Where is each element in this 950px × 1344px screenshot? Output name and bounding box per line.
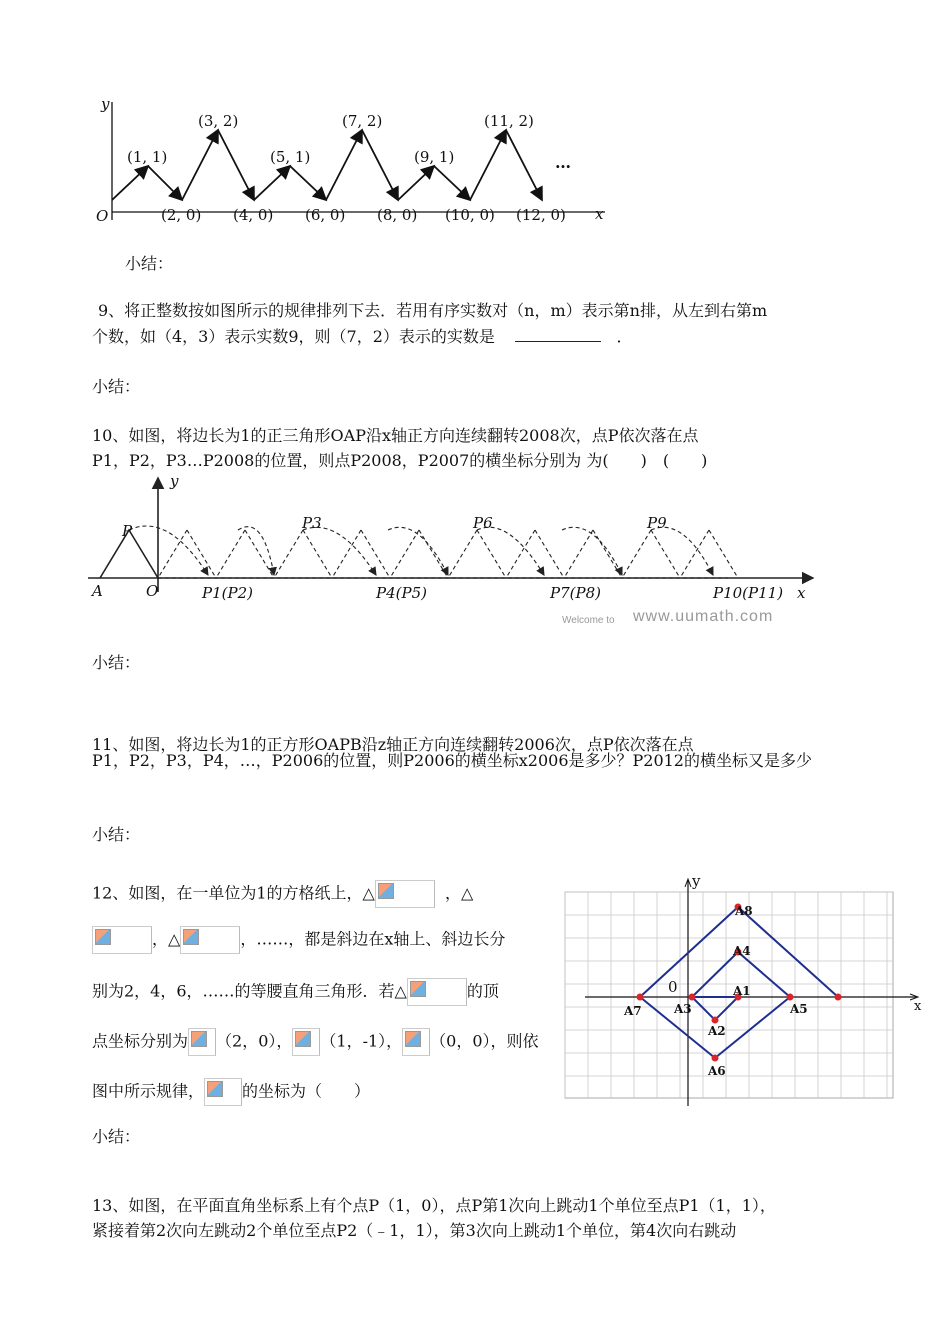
image-placeholder <box>180 926 240 954</box>
summary-label: 小结： <box>92 653 141 672</box>
summary-label: 小结： <box>125 254 174 273</box>
q12-line1: 12、如图，在一单位为1的方格纸上，△ ，△ <box>92 880 473 908</box>
fig1-bottom-label: (12, 0) <box>516 206 566 224</box>
summary-label: 小结： <box>92 377 141 396</box>
fig2-a-label: A <box>92 582 103 600</box>
image-placeholder <box>188 1028 216 1056</box>
fig1-bottom-label: (10, 0) <box>445 206 495 224</box>
fig2-p4p5-label: P4(P5) <box>376 584 427 602</box>
image-placeholder <box>402 1028 430 1056</box>
q12-line3: 别为2，4，6，……的等腰直角三角形．若△ 的顶 <box>92 978 499 1006</box>
fig3-a4-label: A4 <box>733 944 751 958</box>
q13-line1: 13、如图，在平面直角坐标系上有个点P（1，0），点P第1次向上跳动1个单位至点P1（1，1）， <box>92 1196 776 1215</box>
fig1-bottom-label: (4, 0) <box>233 206 274 224</box>
image-placeholder <box>407 978 467 1006</box>
fig3-a8-label: A8 <box>735 904 753 918</box>
fig3-a2-label: A2 <box>708 1024 726 1038</box>
q10-line2: P1，P2，P3…P2008的位置，则点P2008，P2007的横坐标分别为 为( ) ( ) <box>92 451 708 470</box>
fig1-peak-label: (11, 2) <box>484 112 534 130</box>
fig3-a7-label: A7 <box>624 1004 642 1018</box>
q9-line1: 9、将正整数按如图所示的规律排列下去．若用有序实数对（n，m）表示第n排，从左到右第m <box>98 301 768 320</box>
fig2-y-label: y <box>170 472 179 490</box>
image-placeholder <box>204 1078 242 1106</box>
q10-line1: 10、如图，将边长为1的正三角形OAP沿x轴正方向连续翻转2008次，点P依次落在点 <box>92 426 699 445</box>
fig1-bottom-label: (8, 0) <box>377 206 418 224</box>
summary-label: 小结： <box>92 1127 141 1146</box>
fig1-peak-label: (5, 1) <box>270 148 311 166</box>
q11-line2: P1，P2，P3，P4，…，P2006的位置，则P2006的横坐标x2006是多少？P2012的横坐标又是多少 <box>92 751 812 770</box>
fig1-y-label: y <box>101 95 110 113</box>
fig1-peak-label: (3, 2) <box>198 112 239 130</box>
q12-line5: 图中所示规律， 的坐标为（ ） <box>92 1078 370 1106</box>
image-placeholder <box>375 880 435 908</box>
q9-line2: 个数，如（4，3）表示实数9，则（7，2）表示的实数是 ． <box>92 327 633 346</box>
watermark: www.uumath.com <box>633 608 774 625</box>
fig2-p1p2-label: P1(P2) <box>202 584 253 602</box>
fig3-a1-label: A1 <box>733 984 751 998</box>
summary-label: 小结： <box>92 825 141 844</box>
q12-line2: ，△ ，……，都是斜边在x轴上、斜边长分 <box>92 926 505 954</box>
fig2-x-label: x <box>797 584 806 602</box>
fig1-bottom-label: (2, 0) <box>161 206 202 224</box>
fig2-p-label: P <box>122 522 133 540</box>
watermark-small: Welcome to <box>562 615 615 626</box>
fig3-y-label: y <box>692 872 701 890</box>
q11-line1: 11、如图，将边长为1的正方形OAPB沿z轴正方向连续翻转2006次，点P依次落在点 <box>92 735 694 754</box>
fig2-o-label: O <box>146 582 159 600</box>
fig1-x-label: x <box>595 205 604 223</box>
fig1-peak-label: (9, 1) <box>414 148 455 166</box>
fig2-p3-label: P3 <box>302 514 322 532</box>
fig3-a5-label: A5 <box>790 1002 808 1016</box>
fig3-a3-label: A3 <box>674 1002 692 1016</box>
fig1-peak-label: (1, 1) <box>127 148 168 166</box>
image-placeholder <box>292 1028 320 1056</box>
answer-blank <box>515 327 601 342</box>
fig2-p7p8-label: P7(P8) <box>550 584 601 602</box>
q12-line4: 点坐标分别为 （2，0）， （1，-1）， （0，0），则依 <box>92 1028 539 1056</box>
q13-line2: 紧接着第2次向左跳动2个单位至点P2（﹣1，1），第3次向上跳动1个单位，第4次向右跳动 <box>92 1221 737 1240</box>
fig3-x-label: x <box>914 999 922 1014</box>
fig1-peak-label: (7, 2) <box>342 112 383 130</box>
fig3-zero-label: 0 <box>668 978 678 996</box>
fig1-ellipsis: … <box>555 153 571 172</box>
fig3-a6-label: A6 <box>708 1064 726 1078</box>
fig2-p6-label: P6 <box>473 514 493 532</box>
fig2-p9-label: P9 <box>647 514 667 532</box>
image-placeholder <box>92 926 152 954</box>
fig1-bottom-label: (6, 0) <box>305 206 346 224</box>
fig2-p10p11-label: P10(P11) <box>713 584 784 602</box>
fig1-origin-label: O <box>96 207 109 225</box>
